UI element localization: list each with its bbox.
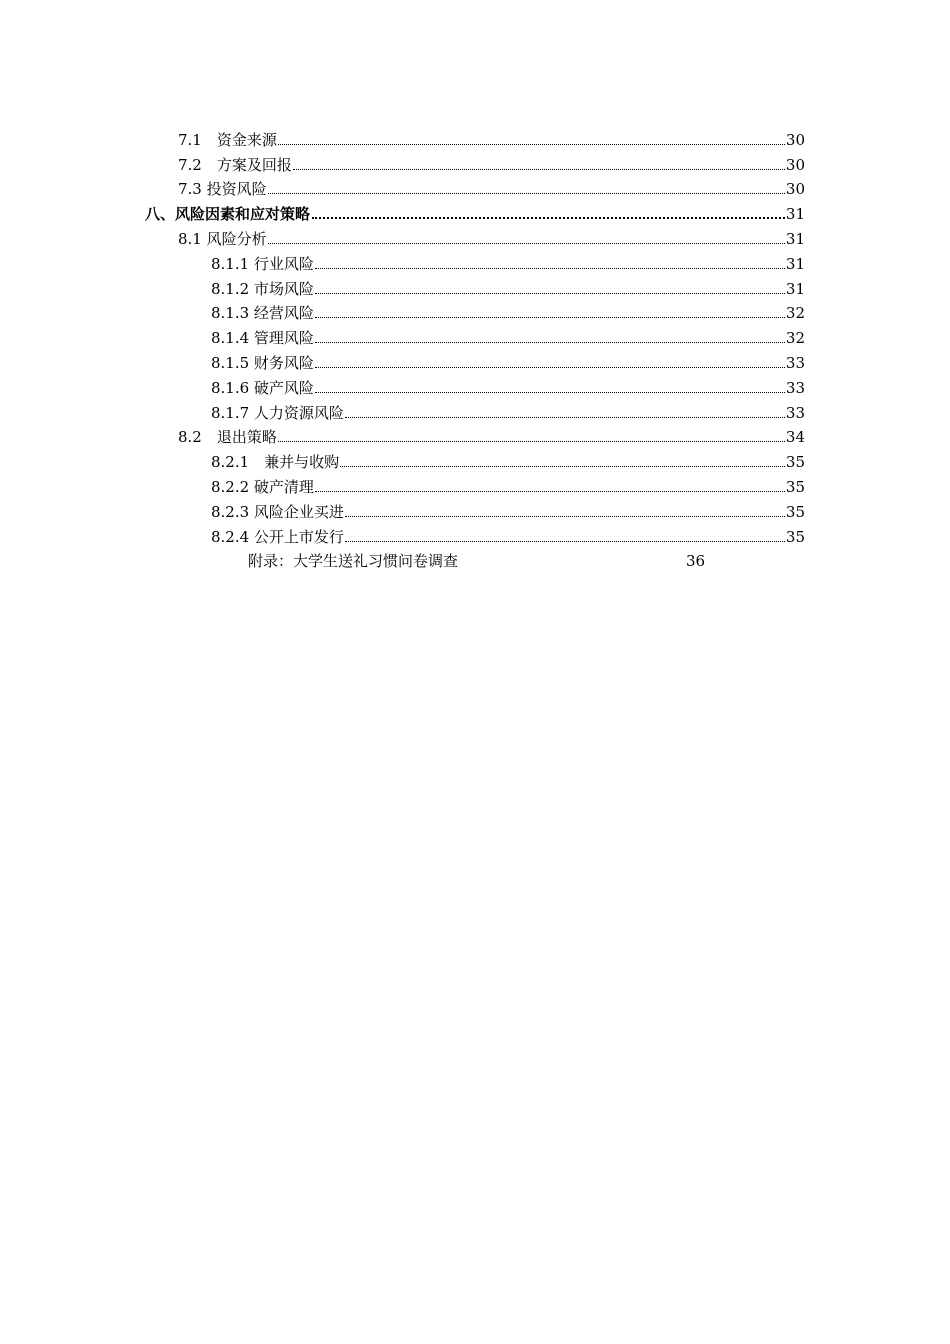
toc-entry[interactable] [0,446,950,471]
toc-leader-dots [315,392,785,393]
toc-chapter-entry[interactable] [0,198,950,223]
toc-entry-title: 8.2.4 公开上市发行 [211,527,344,546]
toc-leader-dots [315,317,785,318]
toc-leader-dots [345,417,785,418]
toc-entry[interactable] [0,397,950,422]
toc-entry[interactable] [0,521,950,546]
toc-entry[interactable] [0,248,950,273]
toc-leader-dots [315,367,785,368]
toc-entry-title: 8.1.6 破产风险 [211,378,314,397]
toc-entry-page: 31 [785,254,805,273]
toc-entry-page: 31 [785,229,805,248]
toc-entry[interactable] [0,496,950,521]
toc-entry-page: 30 [785,155,805,174]
table-of-contents [0,124,950,570]
toc-entry-title: 8.1.5 财务风险 [211,353,314,372]
toc-entry-title: 8.1 风险分析 [178,229,267,248]
toc-entry-page: 30 [785,180,805,199]
toc-leader-dots [340,466,785,467]
toc-entry-title: 7.1 资金来源 [178,130,277,149]
toc-entry[interactable] [0,422,950,447]
toc-entry[interactable] [0,471,950,496]
toc-leader-dots [315,293,785,294]
toc-leader-dots [293,169,785,170]
toc-leader-dots [268,193,785,194]
toc-entry-page: 33 [785,403,805,422]
toc-entry[interactable] [0,298,950,323]
toc-entry[interactable] [0,223,950,248]
toc-entry[interactable] [0,347,950,372]
toc-entry-page: 31 [785,279,805,298]
toc-entry[interactable] [0,124,950,149]
toc-chapter-title: 八、风险因素和应对策略 [145,205,311,224]
toc-entry-page: 30 [785,130,805,149]
toc-entry[interactable] [0,372,950,397]
toc-leader-dots [315,268,785,269]
toc-entry-page: 31 [785,205,805,224]
toc-entry-page: 33 [785,378,805,397]
toc-leader-dots [345,516,785,517]
toc-appendix-entry[interactable] [0,546,950,571]
toc-entry-title: 8.2.1 兼并与收购 [211,453,340,472]
toc-entry-title: 8.2.3 风险企业买进 [211,502,344,521]
toc-entry-page: 35 [785,477,805,496]
toc-appendix-page: 36 [686,552,706,571]
toc-entry-page: 34 [785,428,805,447]
toc-entry-page: 35 [785,502,805,521]
toc-appendix-title: 附录：大学生送礼习惯问卷调查 [248,552,459,571]
toc-entry-title: 8.2.2 破产清理 [211,477,314,496]
toc-entry-page: 32 [785,329,805,348]
toc-leader-dots [315,491,785,492]
toc-leader-dots [268,243,785,244]
toc-entry-title: 8.1.1 行业风险 [211,254,314,273]
toc-entry-page: 33 [785,353,805,372]
toc-entry-title: 7.2 方案及回报 [178,155,292,174]
toc-entry-title: 8.1.4 管理风险 [211,329,314,348]
toc-entry-title: 7.3 投资风险 [178,180,267,199]
toc-entry-title: 8.2 退出策略 [178,428,277,447]
toc-leader-dots [312,217,785,219]
toc-entry[interactable] [0,273,950,298]
toc-leader-dots [278,144,785,145]
toc-entry[interactable] [0,322,950,347]
toc-entry-page: 35 [785,527,805,546]
toc-entry-title: 8.1.2 市场风险 [211,279,314,298]
toc-entry[interactable] [0,149,950,174]
toc-entry-page: 32 [785,304,805,323]
toc-leader-dots [278,441,785,442]
toc-leader-dots [345,541,785,542]
toc-entry-page: 35 [785,453,805,472]
toc-entry-title: 8.1.3 经营风险 [211,304,314,323]
toc-leader-dots [315,342,785,343]
toc-entry-title: 8.1.7 人力资源风险 [211,403,344,422]
toc-entry[interactable] [0,174,950,199]
